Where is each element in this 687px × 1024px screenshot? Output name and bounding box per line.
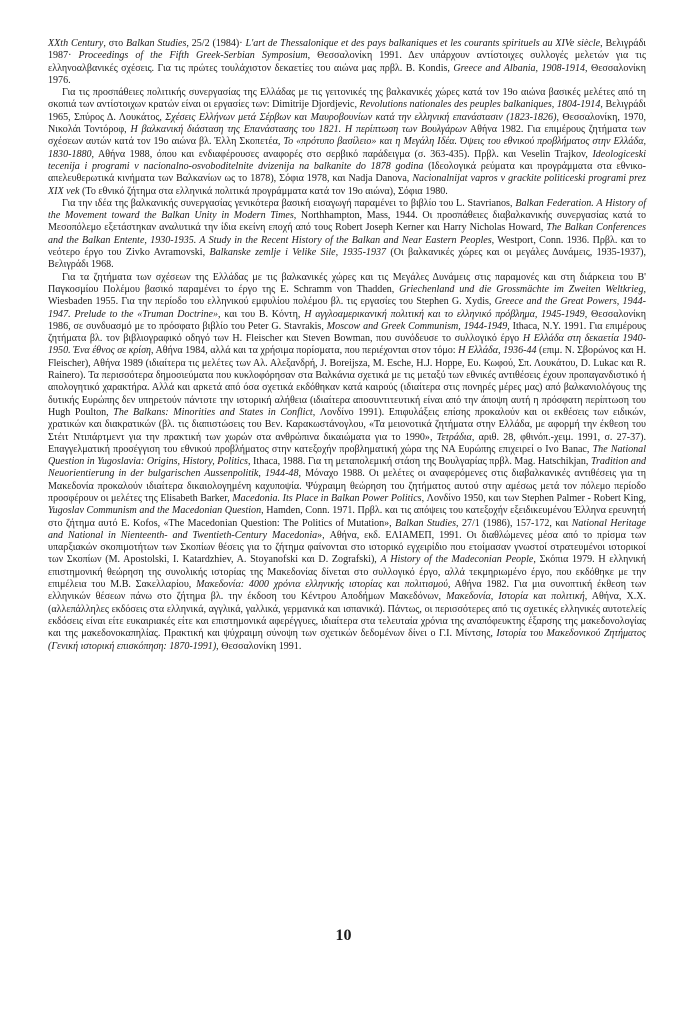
document-body <box>48 38 646 653</box>
footnote-paragraph <box>48 38 646 87</box>
text-run: , Westport, Conn. 1936. Πρβλ. και το νεότερο έργο του Zivko Avramovski, <box>48 234 647 259</box>
text-run: , Northhampton, Mass, 1944. Οι προσπάθειες διαβαλκανικής συνεργασίας κατά το Μεσοπόλεμο εξετάστηκαν αναλυτικά την ίδια εκείνη εποχή από τους Robert Joseph Kerner και Harry Nicholas Howard, <box>48 210 647 234</box>
text-run: , Ithaca, N.Y. 1991. Για επιμέρους ζητήματα βλ. τον βιβλιογραφικό οδηγό των H. Fleischer και Steven Bowman, που συνόδευσε το συλλογικό έργο <box>48 320 647 345</box>
cited-title: Ideologiceski tecenija i programi v nacionalno-osvoboditelnite dvizenija na balkanite do 1878 godina <box>48 148 646 172</box>
cited-title: Proceedings of the Fifth Greek-Serbian Symposium <box>78 50 308 62</box>
text-run: Για τα ζητήματα των σχέσεων της Ελλάδας με τις βαλκανικές χώρες και τις Μεγάλες Δυνάμεις στις παραμονές και στη διάρκεια του Β' Παγκοσμίου Πολέμου βασικό παραμένει το έργο της E. Schramm von Thadden, <box>48 271 646 295</box>
text-run: , Σκόπια 1979. Η ελληνική επιστημονική θεώρηση της συνολικής ιστορίας της Μακεδονίας δίνεται στο συλλογικό έργο, αλλά τεκμηριωμένο έργο, που εκδόθηκε με την επιμέλεια του Μ.Β. Σακελλαρίου, <box>48 554 646 591</box>
cited-title: Balkanske zemlje i Velike Sile, 1935-1937 <box>209 247 387 259</box>
cited-title: Revolutions nationales des peuples balkaniques, 1804-1914 <box>359 99 601 111</box>
cited-title: Nacionalnijat vapros v grackite politiceski programi prez XIX vek <box>48 173 646 197</box>
text-run: (Ιδεολογικά ρεύματα και προγράμματα στα εθνικο-απελευθερωτικά κινήματα των Βαλκανίων ως το 1878), Σόφια 1978, και Nadja Danova, <box>48 160 647 185</box>
cited-title: Σχέσεις Ελλήνων μετά Σέρβων και Μαυροβουνίων κατά την ελληνική επανάστασιν (1823-1826) <box>165 111 557 123</box>
cited-title: Greece and the Great Powers, 1944-1947. Prelude to the «Truman Doctrine» <box>48 296 646 320</box>
cited-title: National Heritage and National in Nienteenth- and Twentieth-Century Macedonia <box>48 517 646 541</box>
cited-title: Griechenland und die Grossmächte im Zweiten Weltkrieg <box>399 283 644 295</box>
footnote-paragraph <box>48 198 646 272</box>
footnote-paragraph <box>48 272 646 653</box>
cited-title: L'art de Thessalonique et des pays balkaniques et les courants spirituels au XIVe siècle <box>245 38 601 49</box>
text-run: (Το εθνικό ζήτημα στα ελληνικά πολιτικά προγράμματα κατά τον 19ο αιώνα), Σόφια 1980. <box>79 185 448 197</box>
text-run: , Αθήνα 1988, όπου και ενδιαφέρουσες αναφορές στο σερβικό παράδειγμα (σ. 363-435). Πρβλ. και Veselin Trajkov, <box>91 148 593 160</box>
text-run: (επιμ. Ν. Σβορώνος και H. Fleischer), Αθήνα 1989 (ιδιαίτερα τις μελέτες των Αλ. Αλεξανδρή, J. Boreijsza, M. Esche, H.J. Hoppe, Ευ. Κωφού, Σπ. Λουκάτου, D. Lukac και R. Rainero). Τα περισσότερα δημοσιεύματα που κυκλοφόρησαν στα Βαλκάνια σχετικά με τις μεταξύ των εθνικές αντιθέσεις έχουν προπαγανδιστικό ή απολογητικό χαρακτήρα. Αλλά και αρκετά από όσα σχετικά εκδόθηκαν κατά καιρούς (ιδιαίτερα στις πονηρές μέρες μας) από βαλκανιολόγους της δυτικής Ευρώπης δεν υπηρετούν πάντοτε την ιστορική αλήθεια (ιδιαίτερα αποσυντιτευτική είναι από την άποψη αυτή η πρόσφατη περίπτωση του Hugh Poulton, <box>48 345 647 418</box>
cited-title: Balkan Studies <box>126 38 187 49</box>
text-run: , Αθήνα, Χ.Χ. (αλλεπάλληλες εκδόσεις στα ελληνικά, αγγλικά, γαλλικά, γερμανικά και ισπανικά). Πάντως, οι περισσότερες από τις σχετικές ελληνικές αυτοτελείς εκδόσεις είναι είτε ευκαιριακές είτε και επιστημονικά αφερέγγυες, ιδιαίτερα στα τελευταία χρόνια της αναπόφευκτης έξαρσης της μακεδονολογίας και της μακεδονοκαπηλίας. Πρακτική και ψύχραιμη σύνοψη των σχετικών δεδομένων δίνει ο Γ.Ι. Μίντσης, <box>48 591 647 640</box>
cited-title: Ιστορία του Μακεδονικού Ζητήματος (Γενική ιστορική επισκόπηση: 1870-1991) <box>48 628 646 652</box>
cited-title: Η αγγλοαμερικανική πολιτική και το ελληνικό πρόβλημα, 1945-1949 <box>304 308 585 320</box>
text-run: , Hamden, Conn. 1971. Πρβλ. και τις απόψεις του κατεξοχήν εξειδικευμένου Έλληνα ερευνητή στο ζήτημα αυτό Ε. Kofos, «The Macedonian Question: The Politics of Mutation», <box>48 505 646 529</box>
text-run: , Βελιγράδι 1965, Σπύρος Δ. Λουκάτος, <box>48 99 646 123</box>
cited-title: A History of the Madeconian People <box>380 554 534 566</box>
text-run: , Θεσσαλονίκη, 1970, Νικολάι Τοντόροφ, <box>48 111 647 136</box>
text-run: , Ithaca, 1988. Για τη μεταπολεμική στάση της Βουλγαρίας πρβλ. Mag. Hatschikjan, <box>247 456 591 468</box>
text-run: , Θεσσαλονίκη 1991. Δεν υπάρχουν αντίστοιχες συλλογές μελετών για τις ελληνοαλβανικές σχέσεις. Για τις πρώτες τουλάχιστον δεκαετίες του αιώνα μας πρβλ. Β. Kondis, <box>48 50 646 74</box>
text-run: , Θεσσαλονίκη 1976. <box>48 62 646 86</box>
cited-title: XXth Century <box>48 38 104 49</box>
text-run: , Βελιγράδι 1987· <box>48 38 647 62</box>
cited-title: Η Ελλάδα στη δεκαετία 1940-1950. Ένα έθνος σε κρίση <box>48 333 646 357</box>
text-run: , Wiesbaden 1955. Για την περίοδο του ελληνικού εμφυλίου πολέμου βλ. τις εργασίες του Stephen G. Xydis, <box>48 283 646 308</box>
text-run: , 27/1 (1986), 157-172, και <box>456 517 572 529</box>
cited-title: Balkan Studies <box>395 517 457 529</box>
cited-title: Τετράδια <box>436 431 472 443</box>
cited-title: Yugoslav Communism and the Macedonian Question <box>48 505 262 517</box>
text-run: , Θεσσαλονίκη 1991. <box>216 640 302 652</box>
text-run: , Θεσσαλονίκη 1986, σε συνδυασμό με το πρόσφατο βιβλίο του Peter G. Stavrakis, <box>48 308 646 332</box>
text-run: Για τις προσπάθειες πολιτικής συνεργασίας της Ελλάδας με τις γειτονικές της βαλκανικές χώρες κατά τον 19ο αιώνα βασικές μελέτες από τη σκοπιά των αντίστοιχων κρατών είναι οι εργασίες των: Dimitrije Djordjevic, <box>48 87 646 111</box>
cited-title: The National Question in Yugoslavia: Origins, History, Politics <box>48 443 646 468</box>
cited-title: Macedonia. Its Place in Balkan Power Politics <box>232 492 422 504</box>
text-run: », Αθήνα, εκδ. ΕΛΙΑΜΕΠ, 1991. Οι διαθλώμενες μέσα από το πρίσμα των υπαρξιακών σκοπιμοτήτων των Σκοπίων θέσεις για το ζήτημα φαίνονται στο ιστορικό εγχειρίδιο που ετοίμασαν γνωστοί στρατευμένοι ιστορικοί των Σκοπίων (M. Apostolski, I. Katardzhiev, A. Stoyanofski και D. Zografski), <box>48 529 646 566</box>
text-run: Για την ιδέα της βαλκανικής συνεργασίας γενικότερα βασική εισαγωγή παραμένει το βιβλίο του L. Stavrianos, <box>62 197 516 209</box>
text-run: , Μόναχο 1988. Οι μελέτες οι αναφερόμενες στις διαβαλκανικές αντιθέσεις για τη Μακεδονία προκαλούν ιδιαίτερα δικαιολογημένη καχυποψία. Ψύχραιμη θεώρηση του ζητήματος αυτού στην αμέσως μετά τον πόλεμο περίοδο προσφέρουν οι μελέτες της Elisabeth Barker, <box>48 468 646 504</box>
text-run: , αριθ. 28, φθινόπ.-χειμ. 1991, σ. 27-37). Επαγγελματική προσέγγιση του εθνικού προβλήματος στην κατεξοχήν προβληματική χώρα της ΝΑ Ευρώπης επιχειρεί ο Ivo Banac, <box>48 431 646 455</box>
cited-title: Η Ελλάδα, 1936-44 <box>458 345 537 357</box>
cited-title: The Balkans: Minorities and States in Conflict <box>113 406 313 418</box>
cited-title: Balkan Federation. A History of the Movement toward the Balkan Unity in Modern Times <box>48 197 646 222</box>
cited-title: Το «πρότυπο βασίλειο» και η Μεγάλη Ιδέα. Όψεις του εθνικού προβλήματος στην Ελλάδα, 1830-1880 <box>48 136 647 160</box>
cited-title: Moscow and Greek Communism, 1944-1949 <box>326 320 508 332</box>
text-run: , Αθήνα 1982. Για μια συνοπτική έκθεση των ελληνικών θέσεων πάνω στο ζήτημα βλ. την έκδοση του Κέντρου Αποδήμων Μακεδόνων, <box>48 579 646 603</box>
cited-title: Η βαλκανική διάσταση της Επανάστασης του 1821. Η περίπτωση των Βουλγάρων <box>130 124 467 136</box>
text-run: , Αθήνα 1984, αλλά και τα χρήσιμα πορίσματα, που περιέχονται στον τόμο: <box>151 345 459 357</box>
cited-title: Μακεδονία, Ιστορία και πολιτική <box>446 591 585 603</box>
text-run: , 25/2 (1984)· <box>186 38 246 49</box>
text-run: , και του Β. Κόντη, <box>218 308 305 320</box>
text-run: Αθήνα 1982. Για επιμέρους ζητήματα των σχέσεων αυτών κατά τον 19ο αιώνα βλ. Έλλη Σκοπετέα, <box>48 124 646 148</box>
cited-title: Greece and Albania, 1908-1914 <box>453 62 586 74</box>
footnote-paragraph <box>48 87 646 198</box>
cited-title: The Balkan Conferences and the Balkan Entente, 1930-1935. A Study in the Recent History of the Balkan and Near Eastern Peoples <box>48 222 646 246</box>
cited-title: Tradition and Neuorientierung in der bulgarischen Aussenpolitik, 1944-48 <box>48 456 647 480</box>
text-run: , Λονδίνο 1950, και των Stephen Palmer - Robert King, <box>421 492 646 504</box>
text-run: , Λονδίνο 1991). Επιφυλάξεις επίσης προκαλούν και οι εκθέσεις των ειδικών, χρατικών και διακρατικών (βλ. τις διαπιστώσεις του Βεν. Καρακωστάνογλου, «Τα μειονοτικά ζητήματα στην Ελλάδα, με αφορμή την έκθεση του Στέιτ Ντιπάρτμεντ για την πρακτική των χωρών στα ανθρώπινα δικαιώματα για το 1990», <box>48 406 646 443</box>
text-run: , στο <box>103 38 127 49</box>
cited-title: Μακεδονία: 4000 χρόνια ελληνικής ιστορίας και πολιτισμού <box>196 579 448 591</box>
page-number: 10 <box>335 927 352 944</box>
text-run: (Οι βαλκανικές χώρες και οι μεγάλες Δυνάμεις, 1935-1937), Βελιγράδι 1968. <box>48 247 646 271</box>
